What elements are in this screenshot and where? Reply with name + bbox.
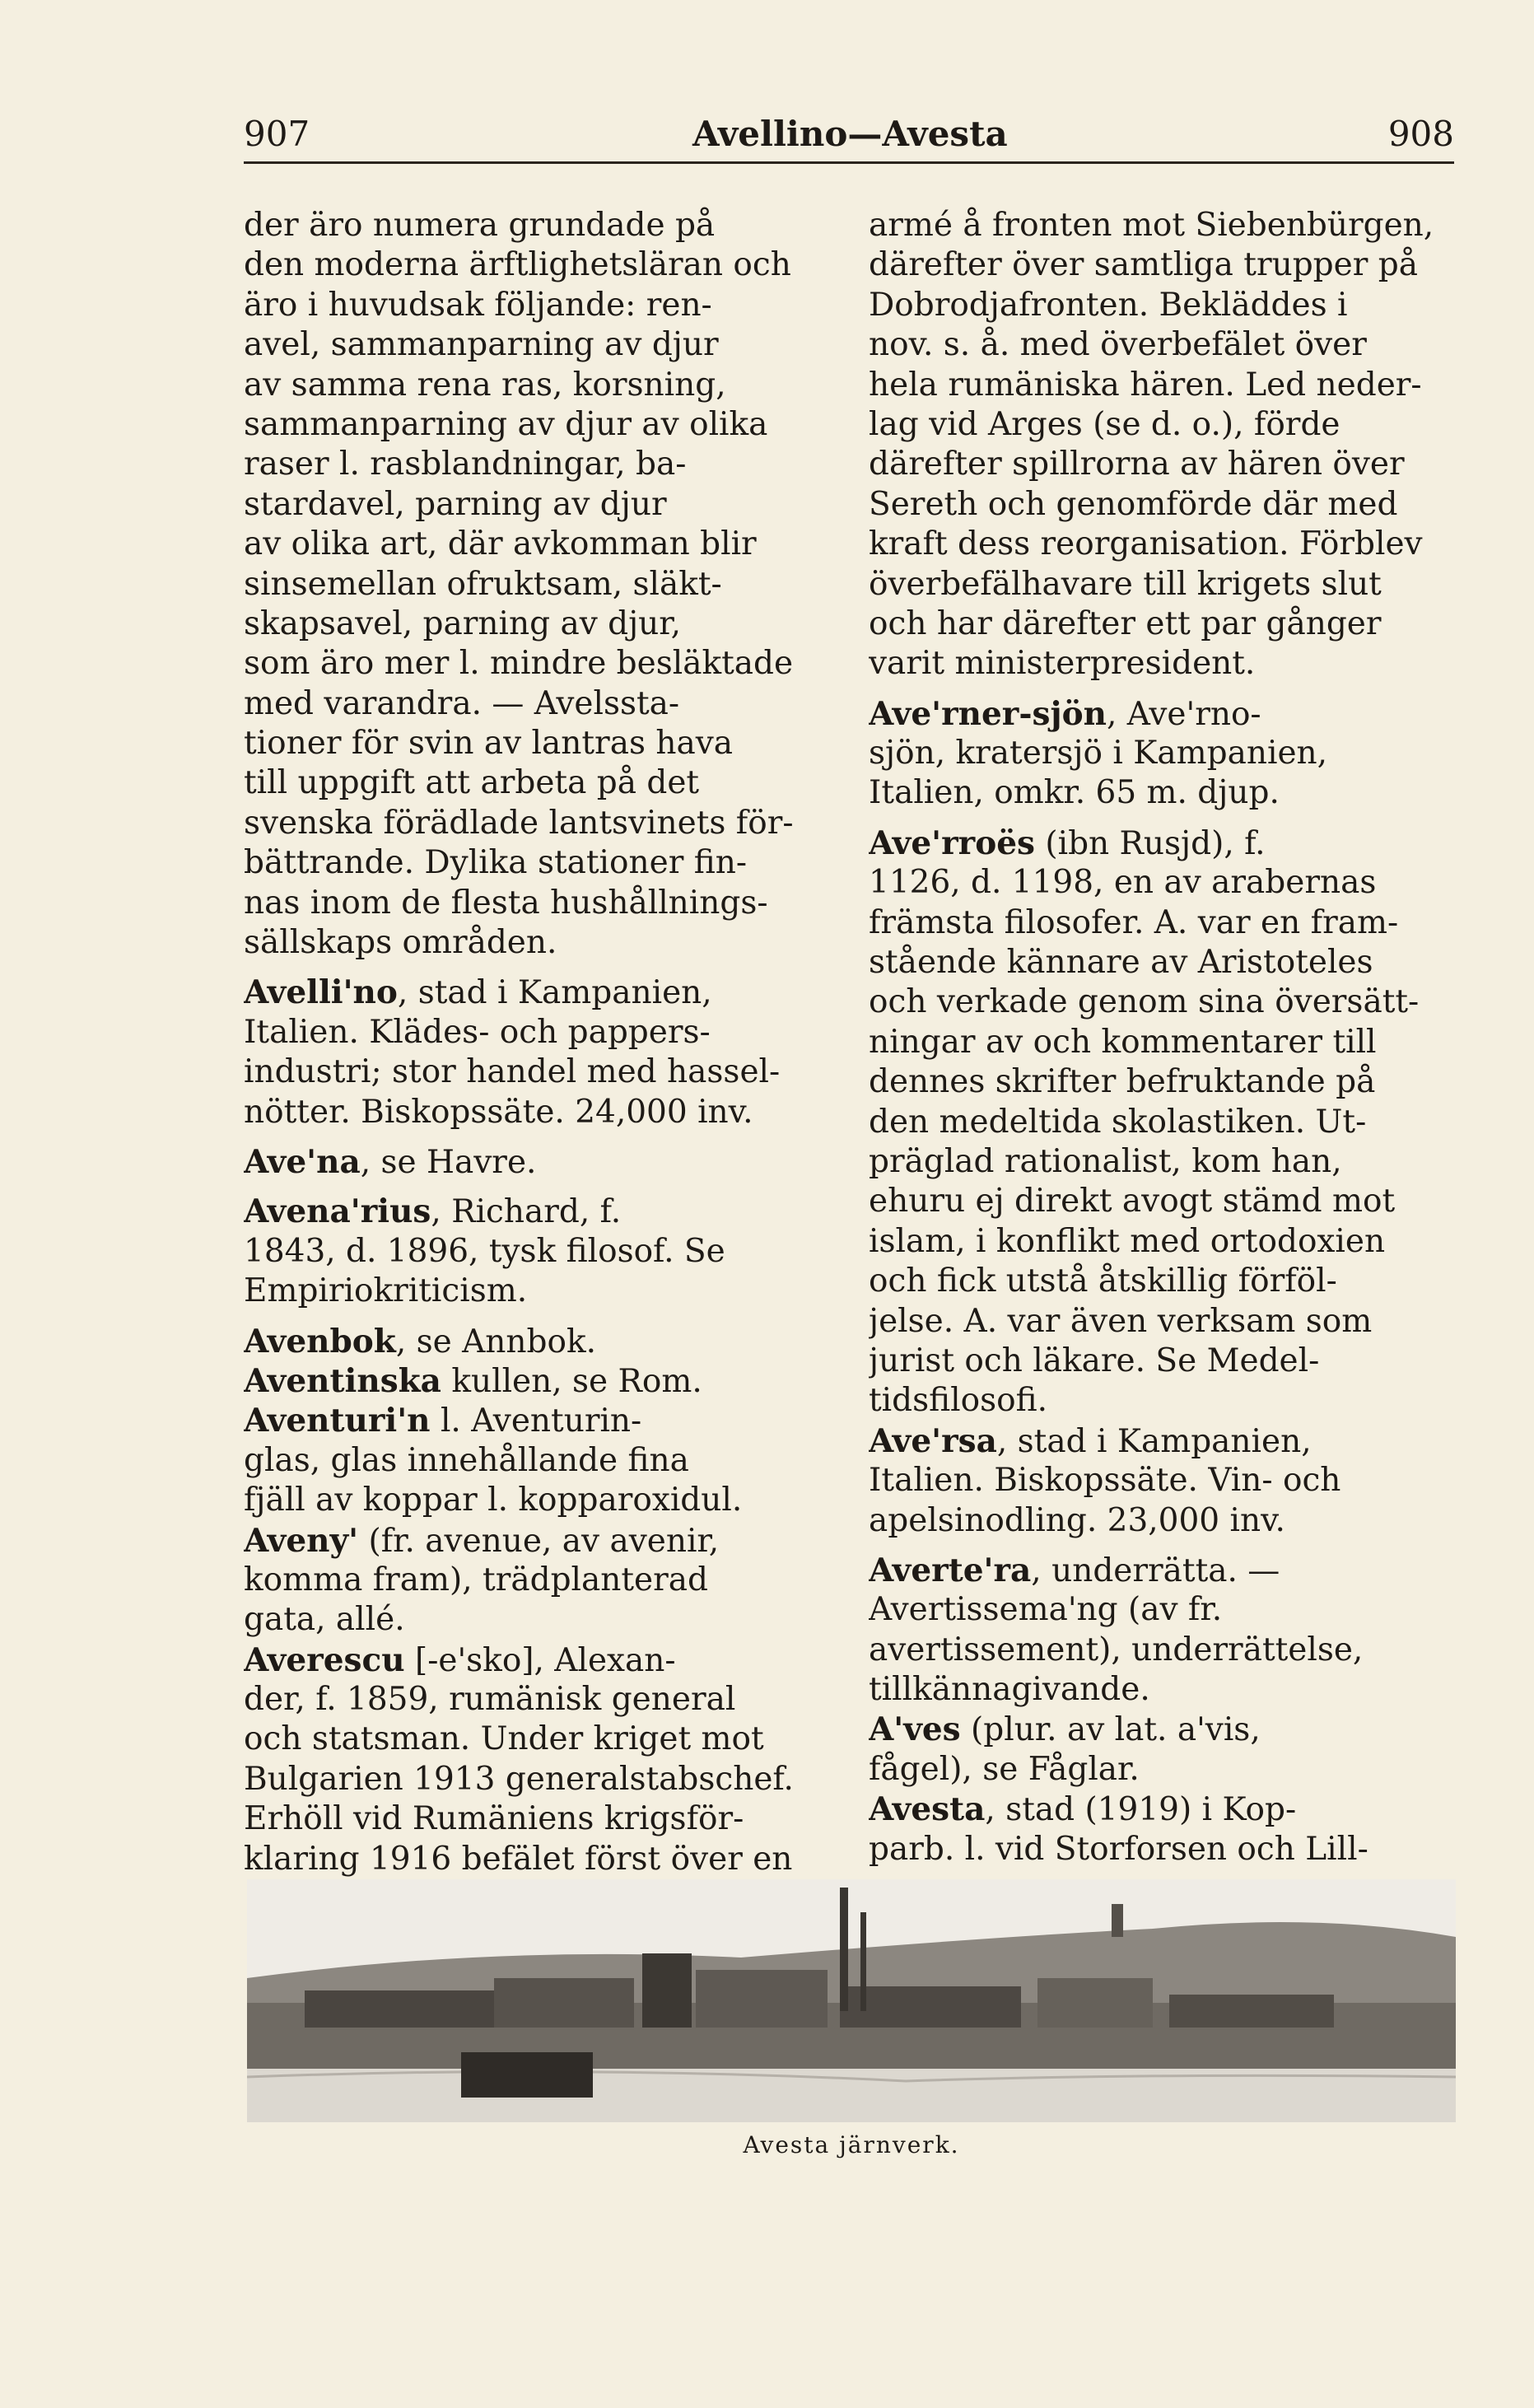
text-line: sjön, kratersjö i Kampanien, bbox=[869, 735, 1328, 772]
text-line: och har därefter ett par gånger bbox=[869, 604, 1382, 642]
text-line: armé å fronten mot Siebenbürgen, bbox=[869, 207, 1434, 244]
text-line: parb. l. vid Storforsen och Lill- bbox=[869, 1830, 1368, 1868]
entry-line-aves: A'ves (plur. av lat. a'vis, bbox=[869, 1710, 1261, 1749]
text-line: nötter. Biskopssäte. 24,000 inv. bbox=[244, 1093, 753, 1131]
text-line: dennes skrifter befruktande på bbox=[869, 1063, 1376, 1101]
text-line: av samma rena ras, korsning, bbox=[244, 366, 726, 404]
entry-line-aventinska-kullen: Aventinska kullen, se Rom. bbox=[244, 1361, 702, 1400]
left-column bbox=[244, 206, 827, 1879]
text-line: överbefälhavare till krigets slut bbox=[869, 565, 1382, 603]
text-line: nov. s. å. med överbefälet över bbox=[869, 326, 1367, 364]
text-line: der, f. 1859, rumänisk general bbox=[244, 1681, 736, 1719]
page-number-left: 907 bbox=[244, 114, 310, 154]
text-line: stardavel, parning av djur bbox=[244, 485, 667, 523]
text-line: klaring 1916 befälet först över en bbox=[244, 1840, 793, 1878]
text-line: Italien, omkr. 65 m. djup. bbox=[869, 774, 1280, 812]
text-line: med varandra. — Avelssta- bbox=[244, 684, 680, 722]
entry-line-averner-sjon: Ave'rner-sjön, Ave'rno- bbox=[869, 694, 1261, 733]
text-line: der äro numera grundade på bbox=[244, 207, 716, 244]
page-header bbox=[244, 114, 1454, 163]
text-line: främsta filosofer. A. var en fram- bbox=[869, 903, 1399, 941]
text-line: Avertissema'ng (av fr. bbox=[869, 1591, 1223, 1629]
text-line: därefter över samtliga trupper på bbox=[869, 246, 1418, 284]
text-line: gata, allé. bbox=[244, 1601, 405, 1639]
text-line: 1126, d. 1198, en av arabernas bbox=[869, 864, 1377, 902]
entry-line-aveny: Aveny' (fr. avenue, av avenir, bbox=[244, 1521, 720, 1560]
text-line: avertissement), underrättelse, bbox=[869, 1631, 1364, 1668]
page-number-right: 908 bbox=[1387, 114, 1454, 154]
text-line: varit ministerpresident. bbox=[869, 645, 1256, 683]
entry-line-averroes: Ave'rroës (ibn Rusjd), f. bbox=[869, 824, 1266, 862]
running-title: Avellino—Avesta bbox=[692, 114, 1008, 154]
text-line: och verkade genom sina översätt- bbox=[869, 983, 1420, 1021]
text-line: och fick utstå åtskillig förföl- bbox=[869, 1262, 1337, 1300]
text-line: fågel), se Fåglar. bbox=[869, 1750, 1140, 1788]
text-line: Erhöll vid Rumäniens krigsför- bbox=[244, 1800, 744, 1838]
entry-line-averescu: Averescu [-e'sko], Alexan- bbox=[244, 1640, 676, 1679]
ironworks-photo-illustration bbox=[247, 1879, 1456, 2122]
text-line: präglad rationalist, kom han, bbox=[869, 1142, 1342, 1180]
entry-line-avena: Ave'na, se Havre. bbox=[244, 1142, 537, 1181]
text-line: Empiriokriticism. bbox=[244, 1272, 528, 1310]
text-line: nas inom de flesta hushållnings- bbox=[244, 884, 768, 922]
text-line: jelse. A. var även verksam som bbox=[869, 1302, 1373, 1340]
text-line: stående kännare av Aristoteles bbox=[869, 944, 1373, 982]
text-line: Italien. Klädes- och pappers- bbox=[244, 1013, 711, 1051]
entry-line-avellino: Avelli'no, stad i Kampanien, bbox=[244, 973, 712, 1012]
text-line: bättrande. Dylika stationer fin- bbox=[244, 844, 748, 882]
photo-caption: Avesta järnverk. bbox=[743, 2131, 960, 2158]
header-rule bbox=[244, 161, 1454, 164]
right-column bbox=[869, 206, 1452, 1869]
text-line: äro i huvudsak följande: ren- bbox=[244, 286, 712, 324]
text-line: Dobrodjafronten. Bekläddes i bbox=[869, 286, 1348, 324]
text-line: ehuru ej direkt avogt stämd mot bbox=[869, 1183, 1396, 1220]
text-line: Italien. Biskopssäte. Vin- och bbox=[869, 1462, 1341, 1500]
text-line: kraft dess reorganisation. Förblev bbox=[869, 525, 1423, 563]
text-line: islam, i konflikt med ortodoxien bbox=[869, 1222, 1386, 1260]
text-line: av olika art, där avkomman blir bbox=[244, 525, 757, 563]
entry-line-avenbok: Avenbok, se Annbok. bbox=[244, 1322, 596, 1360]
text-line: ningar av och kommentarer till bbox=[869, 1023, 1377, 1061]
text-line: och statsman. Under kriget mot bbox=[244, 1720, 764, 1758]
text-line: Bulgarien 1913 generalstabschef. bbox=[244, 1760, 794, 1798]
text-line: som äro mer l. mindre besläktade bbox=[244, 645, 794, 683]
text-line: sammanparning av djur av olika bbox=[244, 405, 768, 443]
entry-line-avesta: Avesta, stad (1919) i Kop- bbox=[869, 1790, 1297, 1829]
entry-line-avenarius: Avena'rius, Richard, f. bbox=[244, 1192, 622, 1231]
text-line: tillkännagivande. bbox=[869, 1671, 1150, 1709]
text-line: glas, glas innehållande fina bbox=[244, 1441, 689, 1479]
text-line: den moderna ärftlighetsläran och bbox=[244, 246, 791, 284]
text-line: den medeltida skolastiken. Ut- bbox=[869, 1103, 1367, 1141]
photo-avesta-ironworks bbox=[247, 1879, 1456, 2122]
text-line: svenska förädlade lantsvinets för- bbox=[244, 804, 794, 842]
entry-line-aversa: Ave'rsa, stad i Kampanien, bbox=[869, 1421, 1312, 1460]
text-line: sinsemellan ofruktsam, släkt- bbox=[244, 565, 722, 603]
text-line: raser l. rasblandningar, ba- bbox=[244, 446, 687, 483]
text-line: avel, sammanparning av djur bbox=[244, 326, 719, 364]
text-line: hela rumäniska hären. Led neder- bbox=[869, 366, 1422, 404]
text-line: tidsfilosofi. bbox=[869, 1382, 1047, 1420]
text-line: fjäll av koppar l. kopparoxidul. bbox=[244, 1482, 743, 1519]
text-line: apelsinodling. 23,000 inv. bbox=[869, 1501, 1285, 1539]
entry-line-aventurin: Aventuri'n l. Aventurin- bbox=[244, 1402, 642, 1440]
text-line: därefter spillrorna av hären över bbox=[869, 446, 1405, 483]
text-line: jurist och läkare. Se Medel- bbox=[869, 1342, 1320, 1379]
text-line: komma fram), trädplanterad bbox=[244, 1561, 708, 1598]
entry-line-avertera: Averte'ra, underrätta. — bbox=[869, 1551, 1280, 1589]
text-line: tioner för svin av lantras hava bbox=[244, 725, 734, 763]
text-line: sällskaps områden. bbox=[244, 924, 557, 962]
text-line: 1843, d. 1896, tysk filosof. Se bbox=[244, 1232, 725, 1270]
text-line: till uppgift att arbeta på det bbox=[244, 764, 700, 802]
text-line: Sereth och genomförde där med bbox=[869, 485, 1398, 523]
text-line: industri; stor handel med hassel- bbox=[244, 1053, 781, 1091]
text-line: skapsavel, parning av djur, bbox=[244, 604, 682, 642]
text-line: lag vid Arges (se d. o.), förde bbox=[869, 405, 1341, 443]
